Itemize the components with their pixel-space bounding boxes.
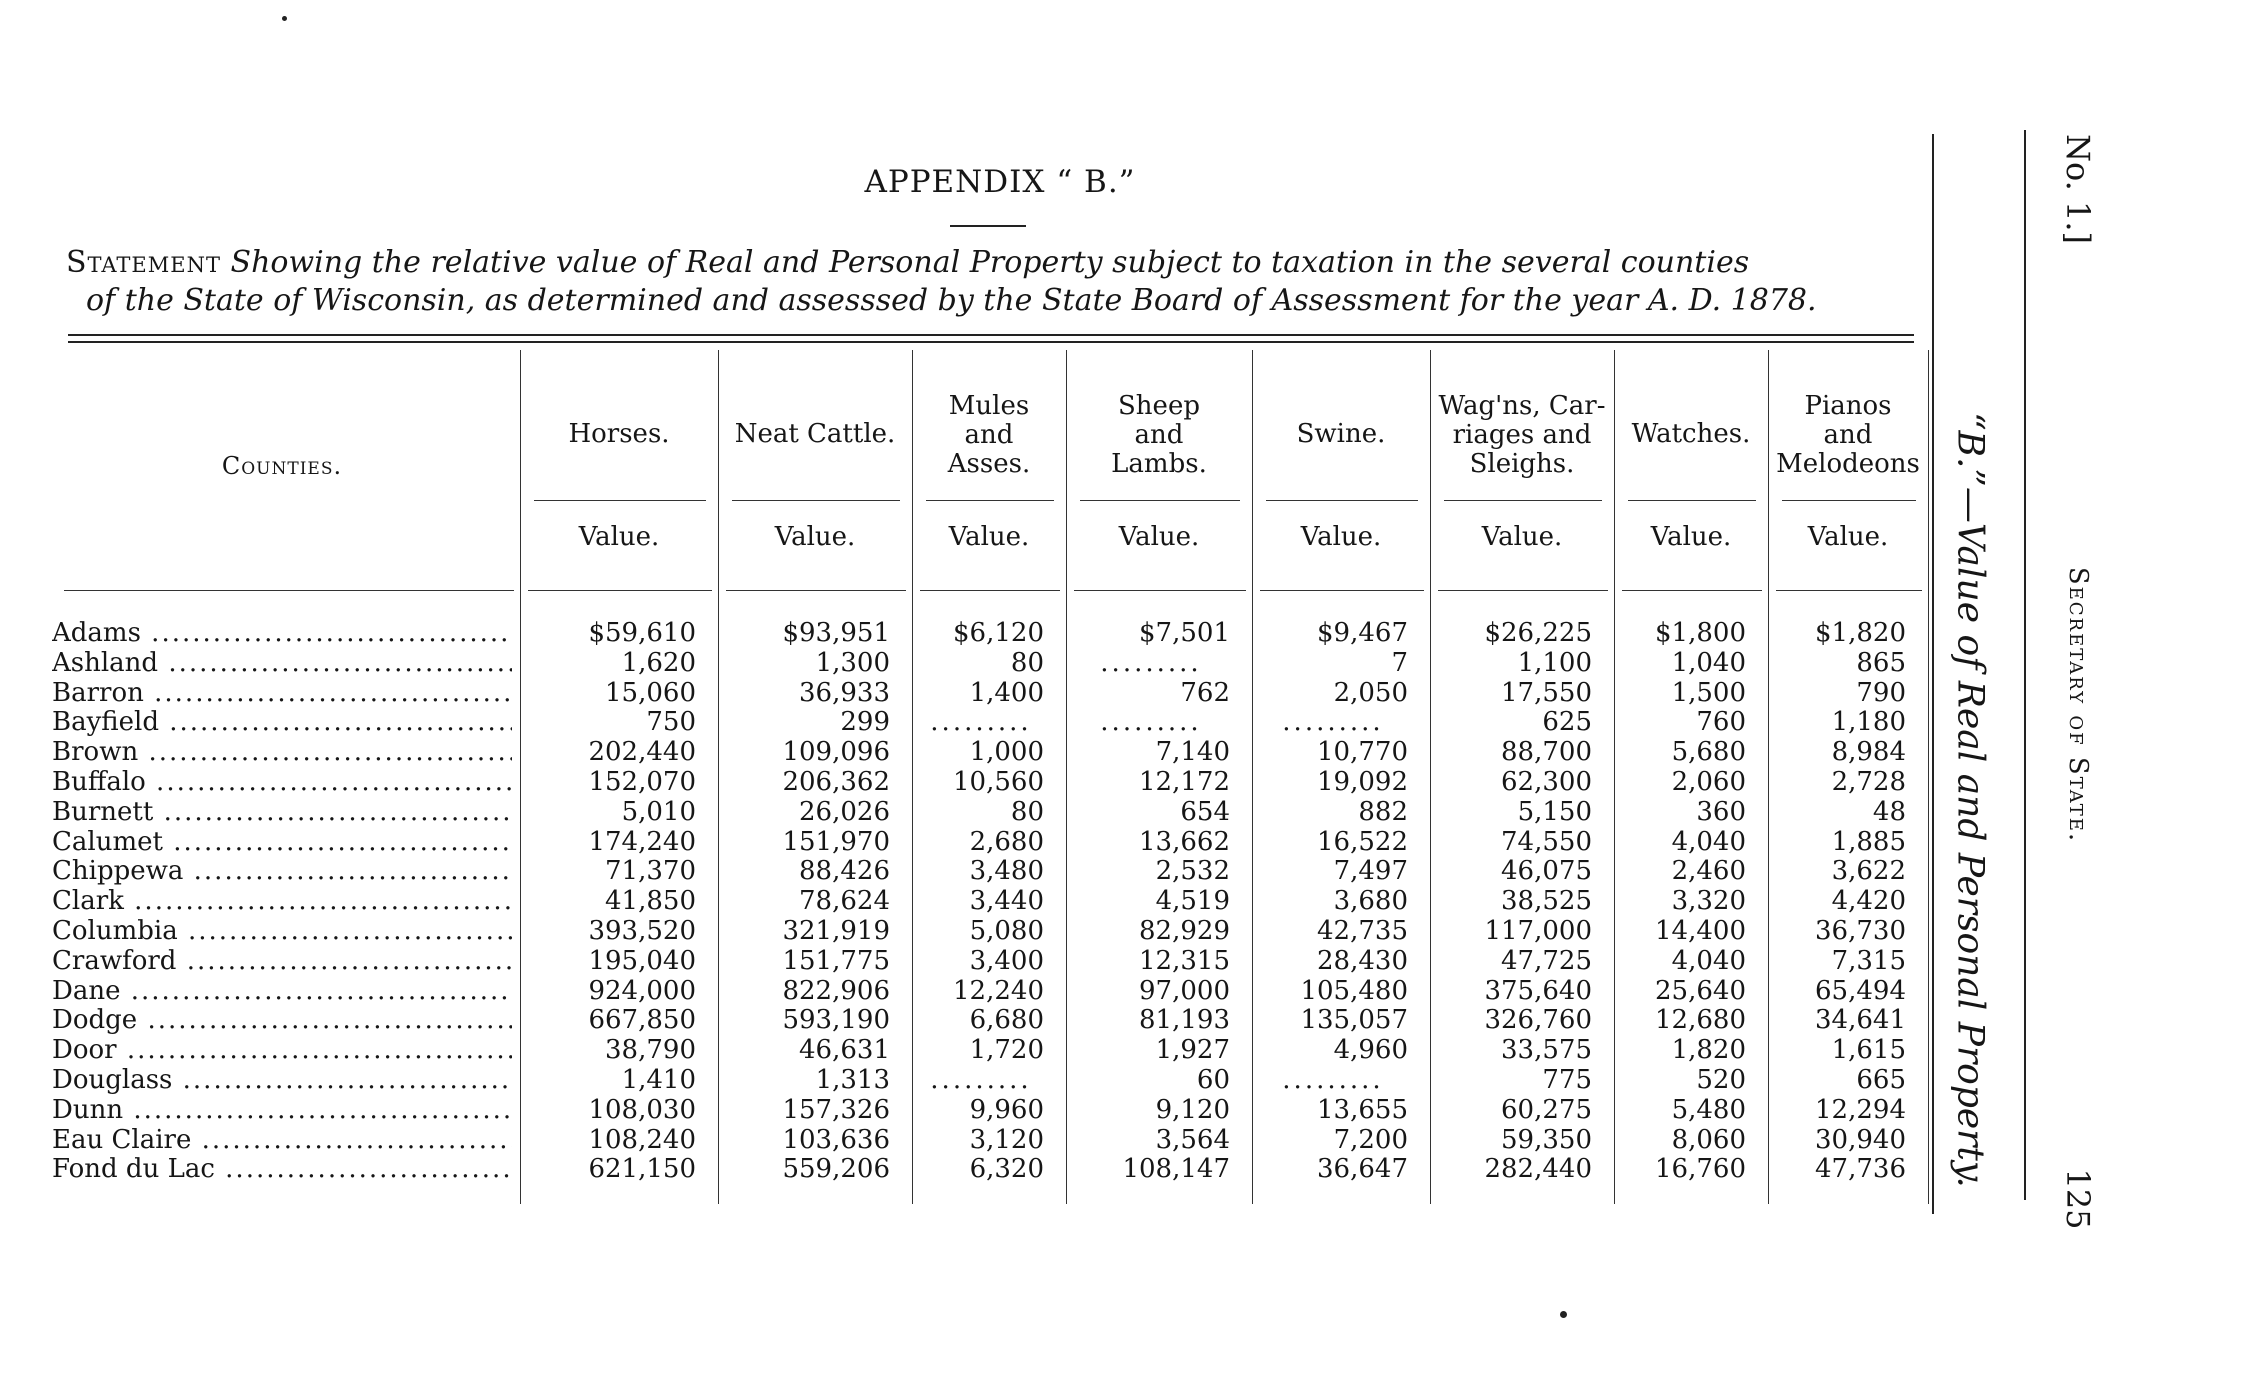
- header-double-rule: [68, 334, 1914, 343]
- value-cell: 88,426: [799, 856, 890, 887]
- value-cell: 152,070: [588, 767, 696, 797]
- value-cell: 326,760: [1484, 1005, 1592, 1036]
- value-cell: 2,728: [1831, 767, 1906, 797]
- office-label: Secretary of State.: [2063, 566, 2093, 844]
- value-cell: 2,460: [1671, 856, 1746, 887]
- value-cell: $7,501: [1139, 618, 1230, 648]
- value-cell: 42,735: [1317, 916, 1408, 946]
- value-cell: 151,970: [782, 826, 890, 857]
- page-number: 125: [2059, 1168, 2097, 1230]
- value-cell: 13,655: [1317, 1094, 1408, 1125]
- value-cell: 6,680: [969, 1005, 1044, 1036]
- value-cell: 282,440: [1484, 1154, 1592, 1185]
- value-cell: 4,519: [1155, 886, 1230, 917]
- title-rule: [950, 225, 1026, 227]
- value-cell: 1,720: [969, 1035, 1044, 1066]
- value-cell: 3,440: [969, 886, 1044, 917]
- value-cell: 790: [1856, 677, 1906, 708]
- county-name: Adams .....: [52, 618, 512, 648]
- value-cell: 4,040: [1671, 945, 1746, 976]
- value-cell: 13,662: [1139, 826, 1230, 857]
- county-name: Bayfield .....: [52, 707, 512, 737]
- column-header: Watches.: [1631, 419, 1751, 449]
- county-name: Chippewa .....: [52, 856, 512, 886]
- running-head-rule: [2024, 130, 2026, 1200]
- value-cell: 46,075: [1501, 856, 1592, 887]
- value-cell: 71,370: [605, 856, 696, 887]
- value-cell: 46,631: [799, 1035, 890, 1066]
- value-cell: 2,050: [1333, 677, 1408, 708]
- subheader-rule: [1628, 500, 1756, 501]
- subheader-rule: [926, 500, 1054, 501]
- value-cell: 206,362: [782, 767, 890, 797]
- value-cell: 103,636: [782, 1124, 890, 1155]
- value-cell: 157,326: [782, 1094, 890, 1125]
- counties-header: Counties.: [221, 452, 343, 480]
- value-cell: 4,040: [1671, 826, 1746, 857]
- value-cell: 80: [1010, 796, 1044, 827]
- value-cell: 5,480: [1671, 1094, 1746, 1125]
- data-rule: [1260, 590, 1424, 591]
- value-cell: 760: [1696, 707, 1746, 738]
- value-cell: 36,933: [799, 677, 890, 708]
- value-cell: 74,550: [1501, 826, 1592, 857]
- value-cell: 30,940: [1815, 1124, 1906, 1155]
- value-cell: 2,680: [969, 826, 1044, 857]
- value-cell: 36,647: [1317, 1154, 1408, 1185]
- value-cell: 8,060: [1671, 1124, 1746, 1155]
- value-cell: 5,680: [1671, 737, 1746, 768]
- value-cell: 14,400: [1655, 916, 1746, 946]
- table-row: [0, 1125, 1940, 1155]
- value-cell: 1,615: [1831, 1035, 1906, 1066]
- county-name: Door .....: [52, 1035, 512, 1065]
- value-cell: .........: [1282, 707, 1384, 738]
- value-cell: 865: [1856, 647, 1906, 678]
- value-cell: 1,000: [969, 737, 1044, 768]
- value-cell: 47,736: [1815, 1154, 1906, 1185]
- subheader-rule: [534, 500, 706, 501]
- table-row: [0, 648, 1940, 678]
- running-head: [2030, 130, 2126, 1230]
- value-cell: $1,820: [1815, 618, 1906, 648]
- value-cell: .........: [1100, 707, 1202, 738]
- table-row: [0, 946, 1940, 976]
- table-row: [0, 827, 1940, 857]
- value-cell: 108,030: [588, 1094, 696, 1125]
- value-cell: 12,294: [1815, 1094, 1906, 1125]
- county-name: Ashland .....: [52, 648, 512, 678]
- county-name: Eau Claire .....: [52, 1125, 512, 1155]
- value-cell: 1,313: [815, 1065, 890, 1095]
- value-cell: 195,040: [588, 945, 696, 976]
- data-rule: [920, 590, 1060, 591]
- print-speck: [1560, 1311, 1567, 1318]
- value-cell: $93,951: [782, 618, 890, 648]
- value-cell: 1,300: [815, 647, 890, 678]
- value-label: Value.: [1118, 522, 1200, 552]
- value-cell: 105,480: [1300, 975, 1408, 1006]
- value-cell: 1,620: [621, 647, 696, 678]
- side-rule: [1932, 134, 1934, 1214]
- value-cell: 82,929: [1139, 916, 1230, 946]
- value-cell: 3,320: [1671, 886, 1746, 917]
- value-cell: 3,622: [1831, 856, 1906, 887]
- value-cell: 12,172: [1139, 767, 1230, 797]
- value-cell: 299: [840, 707, 890, 738]
- value-cell: 625: [1542, 707, 1592, 738]
- table-row: [0, 797, 1940, 827]
- value-cell: 108,240: [588, 1124, 696, 1155]
- table-row: [0, 856, 1940, 886]
- value-cell: 151,775: [782, 945, 890, 976]
- table-row: [0, 737, 1940, 767]
- table-row: [0, 1095, 1940, 1125]
- statement-line-2: of the State of Wisconsin, as determined and assesssed by the State Board of Assessment for the year A. D. 1878.: [86, 283, 1817, 318]
- value-cell: 559,206: [782, 1154, 890, 1185]
- county-name: Douglass .....: [52, 1065, 512, 1095]
- value-cell: 3,480: [969, 856, 1044, 887]
- value-cell: 65,494: [1815, 975, 1906, 1006]
- statement-lead: Statement: [66, 245, 221, 280]
- value-cell: 393,520: [588, 916, 696, 946]
- table-row: [0, 976, 1940, 1006]
- value-cell: 108,147: [1122, 1154, 1230, 1185]
- value-cell: 10,560: [953, 767, 1044, 797]
- value-cell: 7: [1391, 647, 1408, 678]
- value-cell: 1,040: [1671, 647, 1746, 678]
- value-cell: .........: [1100, 647, 1202, 678]
- value-cell: 762: [1180, 677, 1230, 708]
- table-row: [0, 916, 1940, 946]
- table-row: [0, 707, 1940, 737]
- county-name: Fond du Lac .....: [52, 1154, 512, 1184]
- column-header: Horses.: [568, 419, 670, 449]
- value-cell: 360: [1696, 796, 1746, 827]
- number-label: No. 1.]: [2059, 133, 2097, 245]
- value-cell: 12,315: [1139, 945, 1230, 976]
- value-cell: 135,057: [1300, 1005, 1408, 1036]
- value-cell: 1,820: [1671, 1035, 1746, 1066]
- value-cell: 174,240: [588, 826, 696, 857]
- county-name: Crawford .....: [52, 946, 512, 976]
- column-header: Mules and Asses.: [947, 391, 1031, 479]
- value-cell: 59,350: [1501, 1124, 1592, 1155]
- county-name: Columbia .....: [52, 916, 512, 946]
- value-cell: 924,000: [588, 975, 696, 1006]
- value-cell: 33,575: [1501, 1035, 1592, 1066]
- value-cell: 78,624: [799, 886, 890, 917]
- value-cell: 882: [1358, 796, 1408, 827]
- value-label: Value.: [1481, 522, 1563, 552]
- value-cell: 38,525: [1501, 886, 1592, 917]
- data-rule: [1438, 590, 1608, 591]
- table-row: [0, 767, 1940, 797]
- value-cell: 4,420: [1831, 886, 1906, 917]
- value-cell: 38,790: [605, 1035, 696, 1066]
- value-cell: 17,550: [1501, 677, 1592, 708]
- value-label: Value.: [774, 522, 856, 552]
- value-cell: 34,641: [1815, 1005, 1906, 1036]
- value-cell: 80: [1010, 647, 1044, 678]
- value-cell: $9,467: [1317, 618, 1408, 648]
- value-cell: 36,730: [1815, 916, 1906, 946]
- table-row: [0, 1035, 1940, 1065]
- value-cell: 321,919: [782, 916, 890, 946]
- value-label: Value.: [1650, 522, 1732, 552]
- value-cell: 667,850: [588, 1005, 696, 1036]
- value-cell: 5,010: [621, 796, 696, 827]
- value-cell: 25,640: [1655, 975, 1746, 1006]
- data-rule: [726, 590, 906, 591]
- value-cell: 375,640: [1484, 975, 1592, 1006]
- value-label: Value.: [1300, 522, 1382, 552]
- value-cell: 15,060: [605, 677, 696, 708]
- county-name: Calumet .....: [52, 827, 512, 857]
- subheader-rule: [732, 500, 900, 501]
- value-cell: 117,000: [1484, 916, 1592, 946]
- value-label: Value.: [948, 522, 1030, 552]
- subheader-rule: [1266, 500, 1418, 501]
- value-cell: 9,120: [1155, 1094, 1230, 1125]
- appendix-title: APPENDIX “ B.”: [864, 164, 1136, 200]
- value-cell: 10,770: [1317, 737, 1408, 768]
- value-cell: 1,410: [621, 1065, 696, 1095]
- county-name: Clark .....: [52, 886, 512, 916]
- data-rule: [1622, 590, 1762, 591]
- value-cell: $26,225: [1484, 618, 1592, 648]
- table-row: [0, 1065, 1940, 1095]
- data-rule: [1776, 590, 1922, 591]
- value-cell: $1,800: [1655, 618, 1746, 648]
- value-cell: 88,700: [1501, 737, 1592, 768]
- value-cell: 1,927: [1155, 1035, 1230, 1066]
- value-cell: 621,150: [588, 1154, 696, 1185]
- value-cell: 19,092: [1317, 767, 1408, 797]
- column-header: Pianos and Melodeons: [1776, 391, 1920, 479]
- data-rule: [528, 590, 712, 591]
- county-name: Burnett .....: [52, 797, 512, 827]
- statement-line-1: Showing the relative value of Real and Personal Property subject to taxation in the several counties: [230, 245, 1750, 280]
- value-cell: $59,610: [588, 618, 696, 648]
- value-cell: 16,522: [1317, 826, 1408, 857]
- value-cell: 822,906: [782, 975, 890, 1006]
- value-cell: 60: [1196, 1065, 1230, 1095]
- value-cell: 12,680: [1655, 1005, 1746, 1036]
- value-cell: 1,100: [1517, 647, 1592, 678]
- value-cell: 593,190: [782, 1005, 890, 1036]
- value-cell: 9,960: [969, 1094, 1044, 1125]
- value-cell: 81,193: [1139, 1005, 1230, 1036]
- value-cell: 6,320: [969, 1154, 1044, 1185]
- value-cell: 2,532: [1155, 856, 1230, 887]
- column-header: Neat Cattle.: [734, 419, 896, 449]
- value-cell: 4,960: [1333, 1035, 1408, 1066]
- value-cell: 1,400: [969, 677, 1044, 708]
- value-cell: 48: [1872, 796, 1906, 827]
- column-header: Wag'ns, Car- riages and Sleighs.: [1438, 391, 1606, 479]
- value-cell: .........: [930, 1065, 1032, 1095]
- table-row: [0, 886, 1940, 916]
- county-name: Dunn .....: [52, 1095, 512, 1125]
- table-row: [0, 1005, 1940, 1035]
- county-name: Buffalo .....: [52, 767, 512, 797]
- value-cell: 775: [1542, 1065, 1592, 1095]
- value-cell: 109,096: [782, 737, 890, 768]
- side-title-text: “B.”—Value of Real and Personal Property.: [1949, 412, 1991, 1188]
- county-name: Dodge .....: [52, 1005, 512, 1035]
- value-cell: 7,315: [1831, 945, 1906, 976]
- value-cell: 665: [1856, 1065, 1906, 1095]
- value-cell: 654: [1180, 796, 1230, 827]
- county-name: Barron .....: [52, 678, 512, 708]
- value-cell: 7,140: [1155, 737, 1230, 768]
- counties-rule: [64, 590, 514, 591]
- value-cell: 60,275: [1501, 1094, 1592, 1125]
- subheader-rule: [1782, 500, 1916, 501]
- value-cell: 5,080: [969, 916, 1044, 946]
- value-cell: 62,300: [1501, 767, 1592, 797]
- value-cell: 26,026: [799, 796, 890, 827]
- value-label: Value.: [1807, 522, 1889, 552]
- value-cell: 5,150: [1517, 796, 1592, 827]
- value-cell: 202,440: [588, 737, 696, 768]
- print-speck: [282, 16, 287, 21]
- value-cell: 1,180: [1831, 707, 1906, 738]
- value-label: Value.: [578, 522, 660, 552]
- value-cell: 7,497: [1333, 856, 1408, 887]
- county-name: Brown .....: [52, 737, 512, 767]
- value-cell: 41,850: [605, 886, 696, 917]
- value-cell: 3,564: [1155, 1124, 1230, 1155]
- table-row: [0, 1154, 1940, 1184]
- value-cell: 3,120: [969, 1124, 1044, 1155]
- table-row: [0, 678, 1940, 708]
- column-header: Swine.: [1296, 419, 1386, 449]
- value-cell: 28,430: [1317, 945, 1408, 976]
- value-cell: .........: [1282, 1065, 1384, 1095]
- value-cell: 3,680: [1333, 886, 1408, 917]
- value-cell: 7,200: [1333, 1124, 1408, 1155]
- value-cell: 1,885: [1831, 826, 1906, 857]
- value-cell: .........: [930, 707, 1032, 738]
- subheader-rule: [1444, 500, 1602, 501]
- value-cell: $6,120: [953, 618, 1044, 648]
- value-cell: 520: [1696, 1065, 1746, 1095]
- county-name: Dane .....: [52, 976, 512, 1006]
- column-header: Sheep and Lambs.: [1111, 391, 1207, 479]
- data-rule: [1074, 590, 1246, 591]
- value-cell: 47,725: [1501, 945, 1592, 976]
- table-row: [0, 618, 1940, 648]
- value-cell: 16,760: [1655, 1154, 1746, 1185]
- value-cell: 3,400: [969, 945, 1044, 976]
- value-cell: 750: [646, 707, 696, 738]
- value-cell: 8,984: [1831, 737, 1906, 768]
- value-cell: 2,060: [1671, 767, 1746, 797]
- value-cell: 1,500: [1671, 677, 1746, 708]
- value-cell: 12,240: [953, 975, 1044, 1006]
- subheader-rule: [1080, 500, 1240, 501]
- statement-caption: [66, 244, 1926, 320]
- value-cell: 97,000: [1139, 975, 1230, 1006]
